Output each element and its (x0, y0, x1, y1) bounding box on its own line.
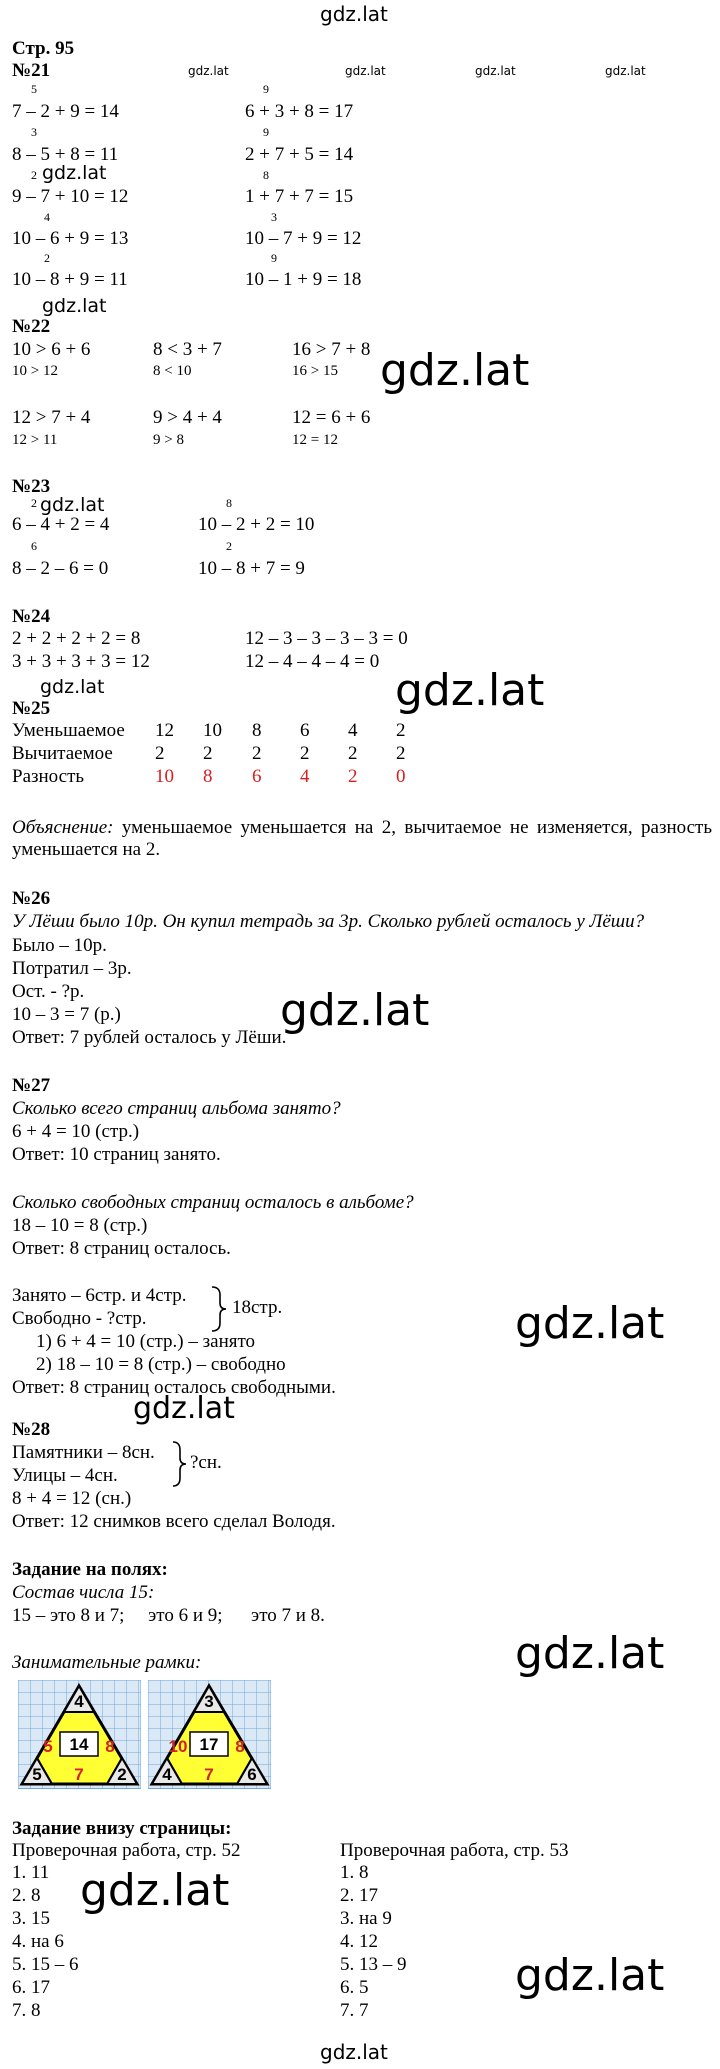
table-cell: 6 (252, 765, 262, 787)
superscript: 3 (271, 210, 277, 224)
answer: Ответ: 8 страниц осталось свободными. (12, 1377, 336, 1398)
table-row (12, 765, 426, 788)
table-cell: 2 (203, 742, 213, 764)
task-23-title: №23 (12, 476, 51, 497)
expression: 10 – 6 + 9 = 13 (12, 228, 129, 249)
superscript: 9 (263, 82, 269, 96)
question: Сколько свободных страниц осталось в альбоме? (12, 1192, 414, 1213)
text-line: Ответ: 10 страниц занято. (12, 1144, 221, 1165)
watermark-bottom: gdz.lat (320, 2040, 388, 2064)
expression: 8 – 5 + 8 = 11 (12, 144, 119, 165)
watermark-large: gdz.lat (380, 345, 530, 396)
frame-left-number: 10 (168, 1737, 188, 1756)
explanation-text: уменьшаемое уменьшается на 2, вычитаемое не изменяется, разность уменьшается на 2. (12, 817, 712, 860)
text-line: Улицы – 4сн. (12, 1465, 118, 1486)
expression: 10 – 1 + 9 = 18 (245, 269, 362, 290)
table-cell: 2 (252, 742, 262, 764)
column-title: Проверочная работа, стр. 53 (340, 1840, 569, 1861)
superscript: 3 (31, 125, 37, 139)
text-line: Памятники – 8сн. (12, 1442, 155, 1463)
comparison: 12 = 6 + 6 (292, 407, 371, 428)
text-line: Занято – 6стр. и 4стр. (12, 1285, 187, 1306)
list-item: 2. 8 (12, 1885, 41, 1906)
watermark: gdz.lat (605, 64, 646, 78)
task-28-title: №28 (12, 1419, 51, 1440)
table-cell: 6 (300, 719, 310, 741)
frame-center-number: 17 (199, 1735, 219, 1754)
puzzle-frame-2 (148, 1680, 271, 1789)
list-item: 6. 17 (12, 1977, 50, 1998)
text-line: 6 + 4 = 10 (стр.) (12, 1121, 140, 1142)
watermark-large: gdz.lat (280, 985, 430, 1036)
table-cell: 10 (155, 765, 174, 787)
list-item: 5. 13 – 9 (340, 1954, 407, 1975)
expression: 10 – 8 + 9 = 11 (12, 269, 128, 290)
task-24-title: №24 (12, 606, 51, 627)
superscript: 9 (263, 125, 269, 139)
superscript: 2 (44, 251, 50, 265)
table-cell: 12 (155, 719, 174, 741)
watermark: gdz.lat (40, 494, 105, 516)
watermark: gdz.lat (133, 1391, 235, 1426)
row-label: Разность (12, 765, 85, 787)
superscript: 6 (31, 539, 37, 553)
superscript: 8 (263, 168, 269, 182)
frame-bottom-middle-number: 7 (74, 1765, 84, 1784)
solution-step: 2) 18 – 10 = 8 (стр.) – свободно (36, 1354, 286, 1375)
expression: 10 – 7 + 9 = 12 (245, 228, 362, 249)
superscript: 2 (31, 496, 37, 510)
frame-bottom-left-number: 4 (162, 1765, 172, 1784)
frame-top-number: 3 (204, 1692, 214, 1711)
question: Сколько всего страниц альбома занято? (12, 1098, 341, 1119)
text-line: Было – 10р. (12, 935, 107, 956)
comparison: 16 > 7 + 8 (292, 339, 371, 360)
frame-right-number: 8 (105, 1737, 115, 1756)
task-22-title: №22 (12, 316, 51, 337)
watermark: gdz.lat (475, 64, 516, 78)
table-cell: 4 (348, 719, 358, 741)
expression: 6 + 3 + 8 = 17 (245, 101, 354, 122)
comparison: 8 < 3 + 7 (153, 339, 222, 360)
comparison-result: 12 = 12 (292, 432, 338, 448)
task-27-title: №27 (12, 1075, 51, 1096)
list-item: 6. 5 (340, 1977, 369, 1998)
comparison-result: 9 > 8 (153, 432, 184, 448)
margin-task-line: 15 – это 8 и 7; это 6 и 9; это 7 и 8. (12, 1605, 325, 1626)
answer: Ответ: 12 снимков всего сделал Володя. (12, 1511, 336, 1532)
comparison-result: 8 < 10 (153, 363, 192, 379)
table-cell: 2 (396, 719, 406, 741)
table-cell: 10 (203, 719, 222, 741)
list-item: 3. на 9 (340, 1908, 392, 1929)
comparison-result: 16 > 15 (292, 363, 338, 379)
table-cell: 4 (300, 765, 310, 787)
row-label: Вычитаемое (12, 742, 113, 764)
table-cell: 8 (252, 719, 262, 741)
list-item: 2. 17 (340, 1885, 378, 1906)
expression: 8 – 2 – 6 = 0 (12, 558, 109, 579)
list-item: 7. 7 (340, 2000, 369, 2021)
frame-bottom-left-number: 5 (32, 1765, 42, 1784)
superscript: 2 (31, 168, 37, 182)
frame-center-number: 14 (69, 1735, 89, 1754)
watermark-large: gdz.lat (515, 1298, 665, 1349)
curly-brace-icon (208, 1285, 228, 1333)
task-25-explanation (12, 817, 712, 861)
superscript: 2 (226, 539, 232, 553)
list-item: 1. 11 (12, 1862, 50, 1883)
table-cell: 2 (396, 742, 406, 764)
expression: 3 + 3 + 3 + 3 = 12 (12, 651, 150, 672)
superscript: 8 (226, 496, 232, 510)
list-item: 7. 8 (12, 2000, 41, 2021)
text-line: Свободно - ?стр. (12, 1308, 147, 1329)
column-title: Проверочная работа, стр. 52 (12, 1840, 241, 1861)
text-line: Ост. - ?р. (12, 981, 85, 1002)
expression: 2 + 7 + 5 = 14 (245, 144, 354, 165)
expression: 1 + 7 + 7 = 15 (245, 186, 354, 207)
task-26-question: У Лёши было 10р. Он купил тетрадь за 3р. Сколько рублей осталось у Лёши? (12, 911, 645, 932)
frames-title: Занимательные рамки: (12, 1652, 202, 1673)
expression: 7 – 2 + 9 = 14 (12, 101, 119, 122)
puzzle-frame-1 (18, 1680, 141, 1789)
expression: 9 – 7 + 10 = 12 (12, 186, 129, 207)
table-row (12, 719, 426, 742)
list-item: 1. 8 (340, 1862, 369, 1883)
comparison: 10 > 6 + 6 (12, 339, 91, 360)
expression: 2 + 2 + 2 + 2 = 8 (12, 628, 141, 649)
task-21-title: №21 (12, 60, 51, 81)
brace-label: 18стр. (232, 1297, 283, 1318)
expression: 10 – 8 + 7 = 9 (198, 558, 305, 579)
watermark-large: gdz.lat (80, 1865, 230, 1916)
margin-task-subtitle: Состав числа 15: (12, 1582, 155, 1603)
list-item: 4. на 6 (12, 1931, 64, 1952)
table-row (12, 742, 426, 765)
comparison: 12 > 7 + 4 (12, 407, 91, 428)
comparison: 9 > 4 + 4 (153, 407, 222, 428)
table-cell: 2 (300, 742, 310, 764)
watermark-top: gdz.lat (320, 2, 388, 26)
text-line: Ответ: 8 страниц осталось. (12, 1238, 231, 1259)
task-25-title: №25 (12, 698, 51, 719)
watermark: gdz.lat (42, 162, 107, 184)
expression: 12 – 4 – 4 – 4 = 0 (245, 651, 380, 672)
curly-brace-icon (170, 1440, 188, 1488)
text-line: 8 + 4 = 12 (сн.) (12, 1488, 132, 1509)
frame-top-number: 4 (74, 1692, 84, 1711)
task-25-table (12, 719, 426, 788)
text-line: 18 – 10 = 8 (стр.) (12, 1215, 148, 1236)
watermark: gdz.lat (42, 295, 107, 317)
text-line: 10 – 3 = 7 (р.) (12, 1004, 121, 1025)
table-cell: 2 (348, 765, 358, 787)
list-item: 4. 12 (340, 1931, 378, 1952)
page-title: Стр. 95 (12, 38, 75, 59)
explanation-label: Объяснение: (12, 817, 114, 838)
frame-bottom-right-number: 6 (247, 1765, 257, 1784)
row-label: Уменьшаемое (12, 719, 125, 741)
task-26-title: №26 (12, 888, 51, 909)
brace-label: ?сн. (190, 1452, 222, 1473)
comparison-result: 12 > 11 (12, 432, 58, 448)
frame-bottom-right-number: 2 (117, 1765, 127, 1784)
frame-bottom-middle-number: 7 (204, 1765, 214, 1784)
watermark-large: gdz.lat (395, 665, 545, 716)
table-cell: 8 (203, 765, 213, 787)
comparison-result: 10 > 12 (12, 363, 58, 379)
list-item: 5. 15 – 6 (12, 1954, 79, 1975)
expression: 6 – 4 + 2 = 4 (12, 514, 110, 535)
expression: 10 – 2 + 2 = 10 (198, 514, 315, 535)
watermark-large: gdz.lat (515, 1950, 665, 2001)
frame-left-number: 5 (43, 1737, 53, 1756)
watermark: gdz.lat (40, 676, 105, 698)
table-cell: 2 (348, 742, 358, 764)
table-cell: 2 (155, 742, 165, 764)
watermark-large: gdz.lat (515, 1628, 665, 1679)
list-item: 3. 15 (12, 1908, 50, 1929)
superscript: 9 (271, 251, 277, 265)
solution-step: 1) 6 + 4 = 10 (стр.) – занято (36, 1331, 256, 1352)
margin-task-title: Задание на полях: (12, 1559, 168, 1580)
superscript: 5 (31, 82, 37, 96)
frame-right-number: 8 (235, 1737, 245, 1756)
watermark: gdz.lat (345, 64, 386, 78)
bottom-task-title: Задание внизу страницы: (12, 1818, 232, 1839)
watermark: gdz.lat (188, 64, 229, 78)
expression: 12 – 3 – 3 – 3 – 3 = 0 (245, 628, 408, 649)
superscript: 4 (44, 210, 50, 224)
table-cell: 0 (396, 765, 406, 787)
text-line: Потратил – 3р. (12, 958, 132, 979)
text-line: Ответ: 7 рублей осталось у Лёши. (12, 1027, 287, 1048)
